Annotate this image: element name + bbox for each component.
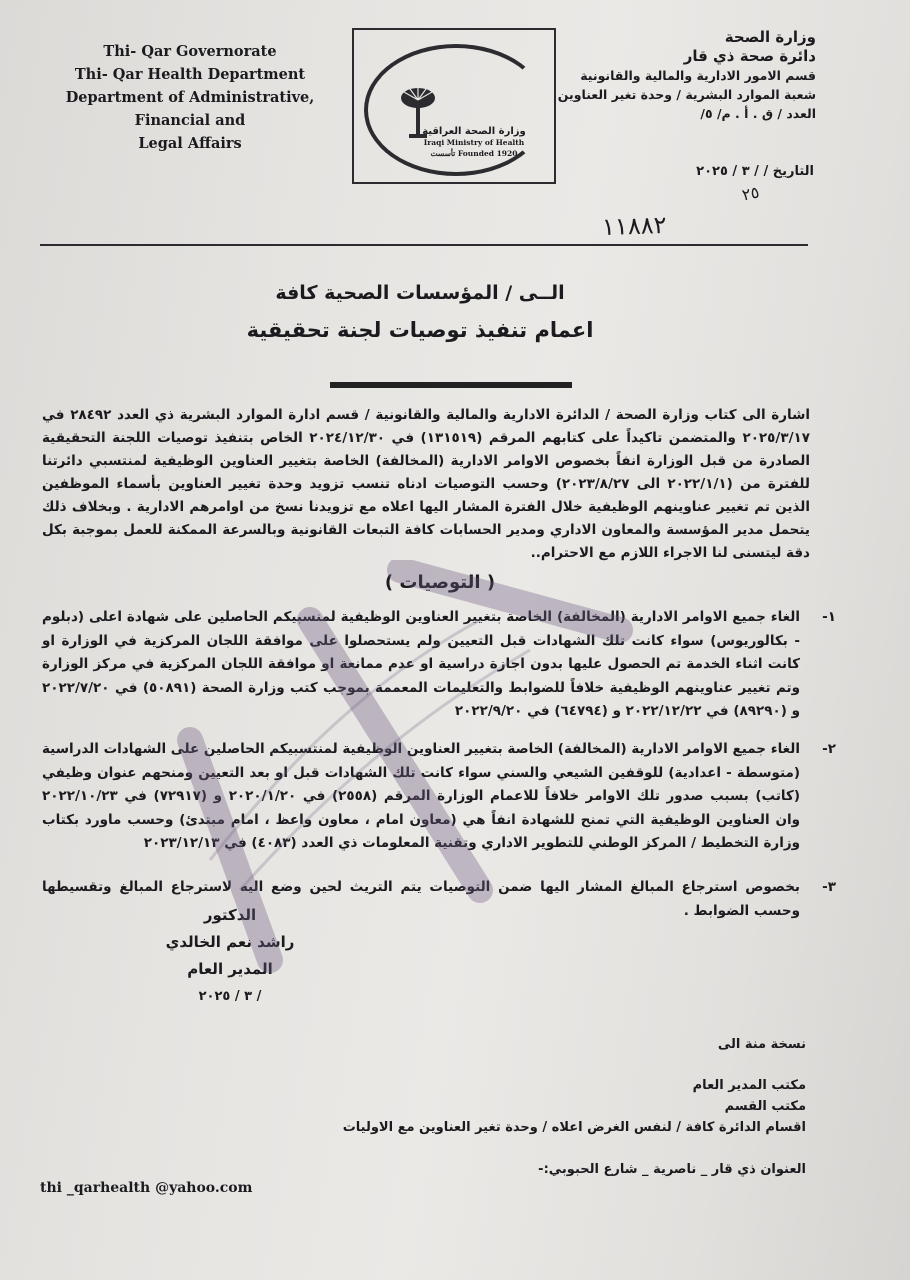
header-en-governorate: Thi- Qar Governorate [103, 43, 277, 60]
logo-ar-name: وزارة الصحة العراقية [422, 126, 526, 137]
logo-en-name: Iraqi Ministry of Health [423, 138, 525, 147]
logo-founded-en: Founded 1920 [457, 149, 518, 158]
address-line: العنوان ذي قار _ ناصرية _ شارع الحبوبي:- [538, 1162, 806, 1177]
recommendation-number: ١- [822, 609, 836, 625]
subject-line: اعمام تنفيذ توصيات لجنة تحقيقية [246, 318, 594, 342]
header-ar-directorate: دائرة صحة ذي قار [683, 47, 816, 65]
recommendation-item [42, 606, 836, 724]
email-address: thi _qarhealth @yahoo.com [40, 1180, 253, 1196]
recommendation-number: ٢- [822, 741, 836, 757]
header-ar-division: شعبة الموارد البشرية / وحدة تغير العناوين [557, 87, 816, 102]
header-english [40, 40, 340, 155]
header-arabic [556, 28, 816, 123]
copies-title: نسخة منة الى [717, 1037, 806, 1052]
header-en-department: Thi- Qar Health Department [74, 66, 306, 83]
header-ar-reference: العدد / ق . أ . م/ ٥/ [700, 106, 816, 121]
handwritten-mark: ٢٥ [740, 182, 761, 205]
recommendation-number: ٣- [822, 879, 836, 895]
header-divider [40, 244, 808, 246]
document-date: التاريخ / / ٣ / ٢٠٢٥ [696, 164, 814, 179]
logo-caption [414, 126, 534, 159]
copies-block [336, 1034, 806, 1138]
addressee: الــى / المؤسسات الصحية كافة [275, 282, 565, 304]
recommendations-title: ( التوصيات ) [384, 572, 496, 593]
recommendation-text: الغاء جميع الاوامر الادارية (المخالفة) الخاصة بتغيير العناوين الوظيفية لمنتسبيكم الحاصلين على الشهادات الدراسية (متوسطة - اعدادية) للوقفين الشيعي والسني سواء كانت تلك الشهادات قبل او بعد التعيين ومنحهم عنوان وظيفي (كاتب) بسبب صدور تلك الاوامر خلافاً للاعمام الوزارة المرقم (٢٥٥٨) في ٢٠٢٠/١/٢٠ و (٧٢٩١٧) في ٢٠٢٢/١٠/٢٣ وان العناوين الوظيفية التي تمنح للشهادة انفاً هي (معاون امام ، معاون واعظ ، امام مبتدئ) وحسب ماورد بكتاب وزارة التخطيط / المركز الوطني للتطوير الاداري وتقنية المعلومات ذي العدد (٤٠٨٣) في ٢٠٢٣/١٢/١٣ [42, 741, 800, 851]
signature-role: المدير العام [187, 960, 273, 978]
body-paragraph: اشارة الى كتاب وزارة الصحة / الدائرة الادارية والمالية والقانونية / قسم ادارة الموارد البشرية ذي العدد ٢٨٤٩٢ في ٢٠٢٥/٣/١٧ والمتضمن تاكيداً على كتابهم المرقم (١٣١٥١٩) في ٢٠٢٤/١٢/٣٠ الخاص بتنفيذ توصيات اللجنة التحقيقية الصادرة من قبل الوزارة انفاً بخصوص الاوامر الادارية (المخالفة) الخاصة بتغيير العناوين الوظيفية لمنتسبي دائرتنا للفترة من (٢٠٢٢/١/١ الى ٢٠٢٣/٨/٢٧) وحسب التوصيات ادناه تنسب تزويد وحدة تغيير العناوين بأسماء الموظفين الذين تم تغيير عناوينهم الوظيفية خلال الفترة المشار اليها اعلاه مع تزويدنا نسخ من اوامرهم الادارية . وبخلاف ذلك يتحمل مدير المؤسسة والمعاون الاداري ومدير الحسابات كافة التبعات القانونية وبالسرعة الممكنة للعمل بموجبة بكل دقة ليتسنى لنا الاجراء اللازم مع الاحترام.. [42, 407, 810, 561]
logo-founded [414, 148, 534, 159]
copies-item: مكتب المدير العام [692, 1078, 806, 1093]
ministry-logo [352, 28, 556, 184]
header-en-admin: Department of Administrative, Financial and [65, 89, 315, 129]
signature-date: / ٣ / ٢٠٢٥ [198, 989, 262, 1004]
recommendation-text: بخصوص استرجاع المبالغ المشار اليها ضمن التوصيات يتم التريث لحين وضع اليه لاسترجاع المبالغ وتقسيطها وحسب الضوابط . [42, 879, 800, 919]
copies-item: مكتب القسم [724, 1099, 806, 1114]
subject-underline [330, 382, 572, 388]
logo-founded-ar: تأسست [430, 149, 456, 158]
recommendation-text: الغاء جميع الاوامر الادارية (المخالفة) الخاصة بتغيير العناوين الوظيفية لمنسبيكم الحاصلين على شهادة اعلى (دبلوم - بكالوريوس) سواء كانت تلك الشهادات قبل التعيين ولم يستحصلوا على موافقة اللجان المركزية في الوزارة او كانت اثناء الخدمة تم الحصول عليها بدون اجازة دراسية او عدم ممانعة او موافقة اللجان المركزية في مركز الوزارة وتم تغيير عناوينهم الوظيفية خلافاً للضوابط والتعليمات المعممة بموجب كتب وزارة الصحة (٥٠٨٩١) في ٢٠٢٢/٧/٢٠ و (٨٩٢٩٠) في ٢٠٢٢/١٢/٢٢ و (٦٤٧٩٤) في ٢٠٢٢/٩/٢٠ [42, 609, 801, 719]
header-en-legal: Legal Affairs [138, 135, 242, 152]
signature-title: الدكتور [203, 906, 257, 924]
header-ar-ministry: وزارة الصحة [724, 28, 816, 46]
signature-name: راشد نعم الخالدي [165, 933, 295, 951]
copies-item: اقسام الدائرة كافة / لنفس الغرض اعلاه / وحدة تغير العناوين مع الاوليات [342, 1120, 806, 1135]
header-ar-department: قسم الامور الادارية والمالية والقانونية [580, 68, 816, 83]
signature-block [130, 902, 330, 1010]
handwritten-number: ١١٨٨٢ [601, 210, 667, 242]
recommendation-item [42, 738, 836, 856]
